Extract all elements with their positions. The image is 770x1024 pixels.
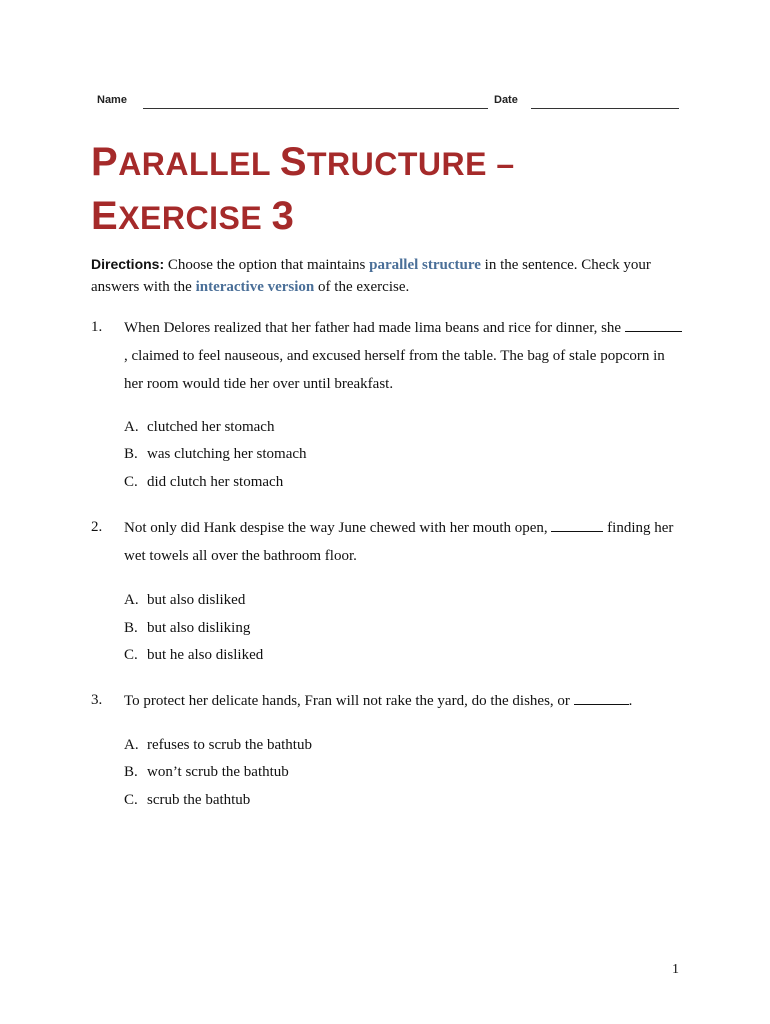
date-label: Date — [494, 94, 518, 106]
name-line — [143, 108, 488, 109]
answer-blank — [625, 318, 682, 332]
question-number: 3. — [91, 692, 103, 708]
answer-blank — [574, 691, 629, 705]
page-number: 1 — [672, 962, 679, 977]
answer-option[interactable]: A. clutched her stomach — [124, 419, 275, 435]
answer-blank — [551, 518, 603, 532]
answer-option[interactable]: B. but also disliking — [124, 620, 251, 636]
answer-option[interactable]: C. scrub the bathtub — [124, 792, 251, 808]
answer-option[interactable]: C. but he also disliked — [124, 647, 264, 663]
answer-option[interactable]: A. refuses to scrub the bathtub — [124, 737, 312, 753]
answer-option[interactable]: C. did clutch her stomach — [124, 474, 284, 490]
directions: Directions: Choose the option that maintains parallel structure in the sentence. Check your answers with the interactive version of the exercise. — [91, 256, 651, 295]
question-number: 2. — [91, 519, 103, 535]
interactive-version-link[interactable]: interactive version — [195, 279, 315, 295]
answer-option[interactable]: B. was clutching her stomach — [124, 446, 307, 462]
directions-label: Directions: — [91, 256, 165, 272]
answer-option[interactable]: B. won’t scrub the bathtub — [124, 764, 289, 780]
name-label: Name — [97, 94, 127, 106]
page-title: PARALLEL STRUCTURE – EXERCISE 3 — [91, 140, 515, 238]
answer-option[interactable]: A. but also disliked — [124, 592, 246, 608]
question-text: Not only did Hank despise the way June chewed with her mouth open, finding her wet towels all over the bathroom floor. — [124, 520, 674, 564]
question-text: When Delores realized that her father had made lima beans and rice for dinner, she , claimed to feel nauseous, and excused herself from the table. The bag of stale popcorn in her room would tide her over until breakfast. — [124, 314, 684, 398]
date-line — [531, 108, 679, 109]
question-text: To protect her delicate hands, Fran will not rake the yard, do the dishes, or . — [124, 693, 633, 709]
question-number: 1. — [91, 319, 103, 335]
parallel-structure-link[interactable]: parallel structure — [369, 257, 481, 273]
